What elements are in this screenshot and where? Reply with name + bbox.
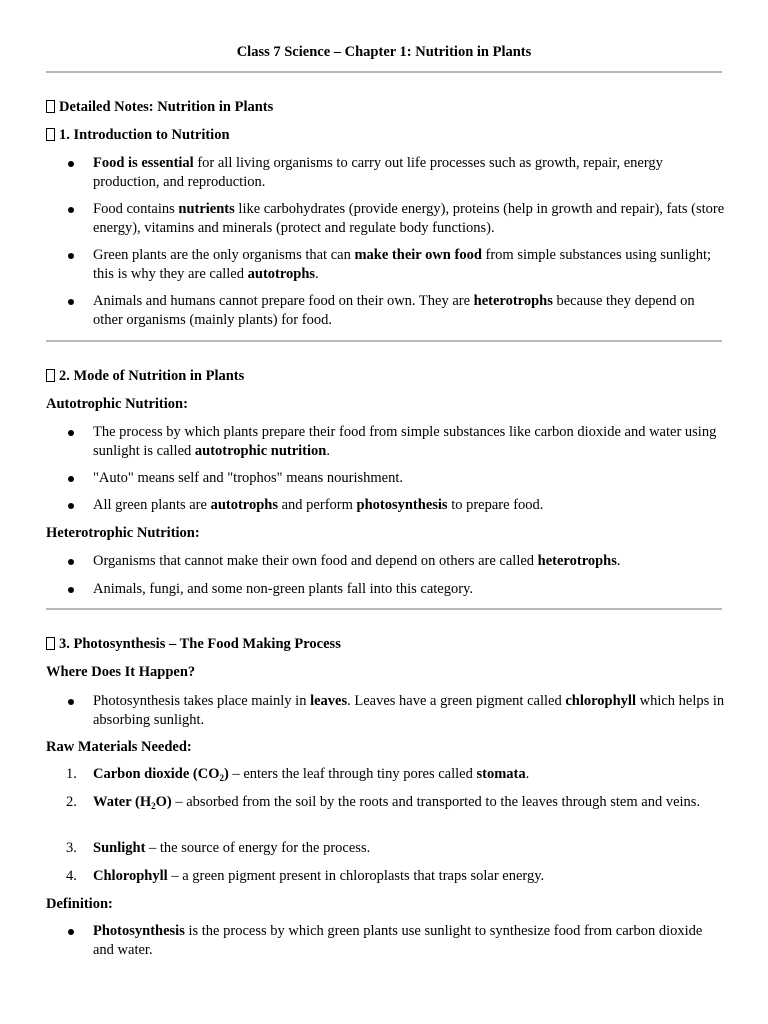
where-label: Where Does It Happen?: [46, 664, 196, 680]
section-3-heading: 3. Photosynthesis – The Food Making Process: [46, 635, 341, 654]
list-item: Photosynthesis is the process by which green plants use sunlight to synthesize food from carbon dioxide and water.: [93, 923, 703, 958]
missing-glyph-icon: [46, 369, 55, 382]
list-item: Food contains nutrients like carbohydrates (provide energy), proteins (help in growth and repair), fats (store energy), vitamins and minerals (protect and regulate body functions).: [93, 201, 725, 236]
bullet: [68, 503, 74, 509]
heterotrophic-label: Heterotrophic Nutrition:: [46, 525, 200, 541]
bullet: [68, 430, 74, 436]
bullet: [68, 207, 74, 213]
bullet: [68, 587, 74, 593]
list-item: "Auto" means self and "trophos" means nourishment.: [93, 470, 404, 486]
list-number: 1.: [66, 766, 77, 782]
missing-glyph-icon: [46, 100, 55, 113]
missing-glyph-icon: [46, 637, 55, 650]
divider: [46, 608, 722, 610]
list-item: Water $(H_2O)$ – absorbed from the soil by the roots and transported to the leaves through stem and veins.: [93, 794, 701, 811]
list-item: Animals, fungi, and some non-green plants fall into this category.: [93, 581, 474, 597]
notes-heading: Detailed Notes: Nutrition in Plants: [46, 98, 273, 117]
list-number: 3.: [66, 840, 77, 856]
list-item: Animals and humans cannot prepare food on their own. They are heterotrophs because they depend on other organisms (mainly plants) for food.: [93, 293, 695, 328]
bullet: [68, 476, 74, 482]
definition-label: Definition:: [46, 896, 113, 912]
list-item: Carbon dioxide $(CO_2)$ – enters the leaf through tiny pores called stomata.: [93, 766, 530, 783]
section-2-heading: 2. Mode of Nutrition in Plants: [46, 367, 244, 386]
bullet: [68, 161, 74, 167]
list-item: All green plants are autotrophs and perform photosynthesis to prepare food.: [93, 497, 544, 513]
list-item: Food is essential for all living organisms to carry out life processes such as growth, repair, energy production, and reproduction.: [93, 155, 663, 190]
list-item: Green plants are the only organisms that can make their own food from simple substances using sunlight; this is why they are called autotrophs.: [93, 247, 712, 282]
bullet: [68, 559, 74, 565]
list-number: 4.: [66, 868, 77, 884]
list-item: The process by which plants prepare their food from simple substances like carbon dioxide and water using sunlight is called autotrophic nutrition.: [93, 424, 717, 459]
bullet: [68, 699, 74, 705]
list-item: Photosynthesis takes place mainly in leaves. Leaves have a green pigment called chlorophyll which helps in absorbing sunlight.: [93, 693, 725, 728]
list-number: 2.: [66, 794, 77, 810]
divider: [46, 71, 722, 73]
list-item: Chlorophyll – a green pigment present in chloroplasts that traps solar energy.: [93, 868, 545, 884]
divider: [46, 340, 722, 342]
missing-glyph-icon: [46, 128, 55, 141]
list-item: Organisms that cannot make their own food and depend on others are called heterotrophs.: [93, 553, 621, 569]
list-item: Sunlight – the source of energy for the process.: [93, 840, 371, 856]
section-1-heading: 1. Introduction to Nutrition: [46, 126, 230, 145]
raw-materials-label: Raw Materials Needed:: [46, 739, 192, 755]
bullet: [68, 299, 74, 305]
autotrophic-label: Autotrophic Nutrition:: [46, 396, 188, 412]
document-title: Class 7 Science – Chapter 1: Nutrition in Plants: [236, 44, 532, 60]
bullet: [68, 253, 74, 259]
bullet: [68, 929, 74, 935]
